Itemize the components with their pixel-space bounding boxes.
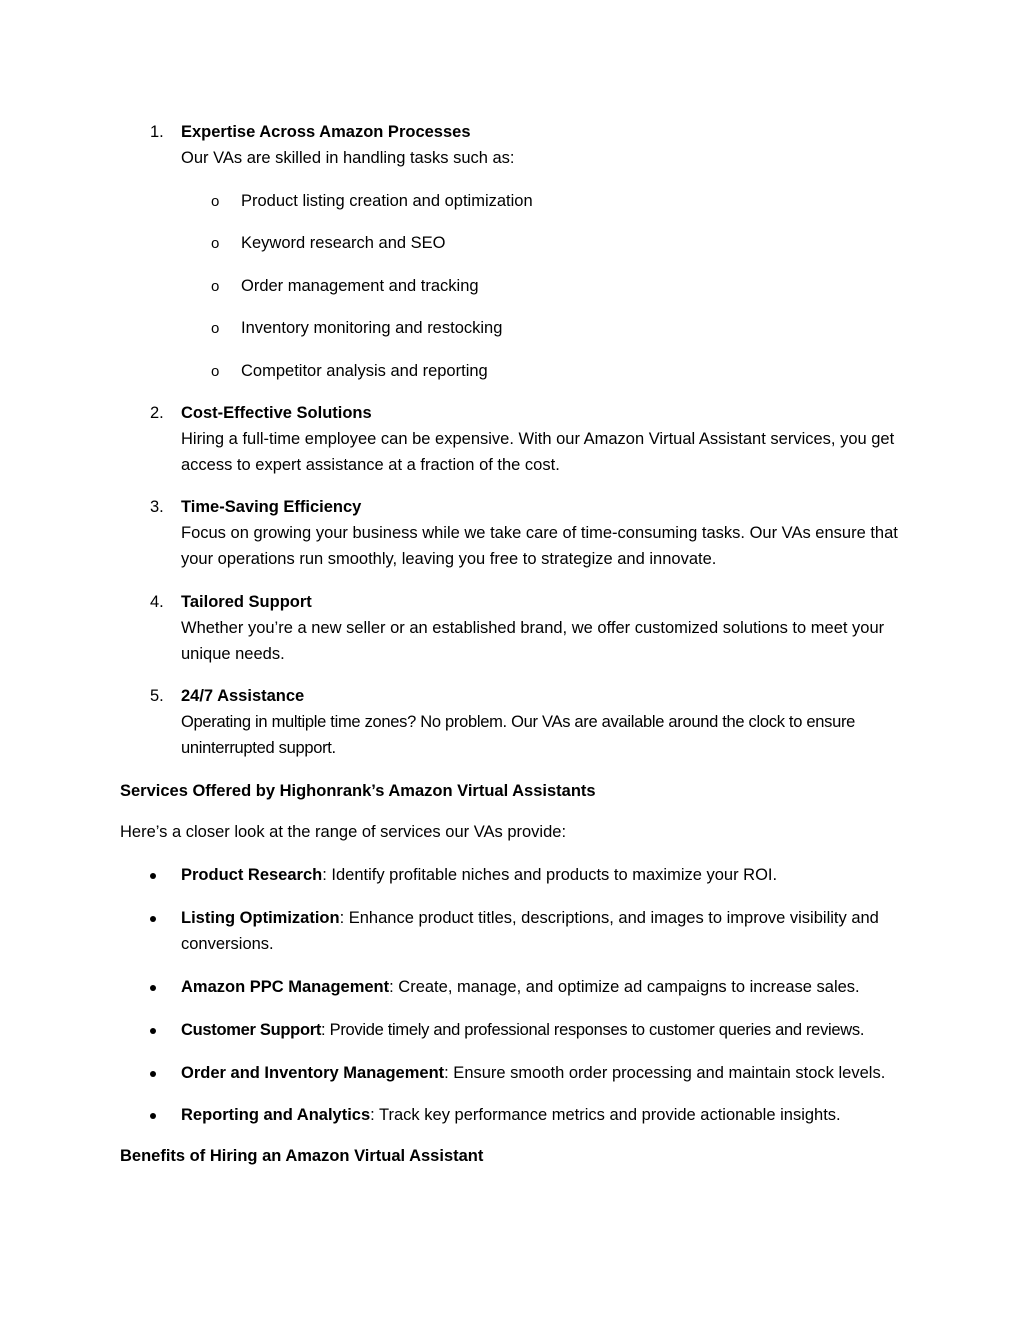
service-text: : Create, manage, and optimize ad campaigns to increase sales. <box>389 978 860 996</box>
item-number: 3. <box>150 498 164 516</box>
sub-item-text: Keyword research and SEO <box>241 234 446 252</box>
services-intro: Here’s a closer look at the range of services our VAs provide: <box>120 823 567 841</box>
sub-item-text: Product listing creation and optimization <box>241 192 533 210</box>
bullet-icon <box>150 1071 156 1077</box>
service-text: : Ensure smooth order processing and maintain stock levels. <box>444 1064 886 1082</box>
service-text: : Provide timely and professional responses to customer queries and reviews. <box>321 1021 865 1039</box>
item-number: 4. <box>150 593 164 611</box>
sub-list-item <box>0 188 1024 214</box>
circle-bullet-icon: o <box>211 320 220 337</box>
service-label: Listing Optimization <box>181 909 340 927</box>
service-label: Product Research <box>181 866 323 884</box>
service-text: : Track key performance metrics and provide actionable insights. <box>370 1106 841 1124</box>
service-label: Customer Support <box>181 1021 322 1039</box>
service-label: Amazon PPC Management <box>181 978 390 996</box>
item-text: Operating in multiple time zones? No problem. Our VAs are available around the clock to ensure uninterrupted support. <box>181 713 856 757</box>
service-text: : Enhance product titles, descriptions, and images to improve visibility and conversions. <box>181 909 879 953</box>
sub-item-text: Order management and tracking <box>241 277 479 295</box>
circle-bullet-icon: o <box>211 278 220 295</box>
sub-item-text: Inventory monitoring and restocking <box>241 319 503 337</box>
service-label: Reporting and Analytics <box>181 1106 371 1124</box>
circle-bullet-icon: o <box>211 235 220 252</box>
sub-list-item <box>0 315 1024 341</box>
item-text: Focus on growing your business while we take care of time-consuming tasks. Our VAs ensure that your operations run smoothly, leaving you free to strategize and innovate. <box>181 524 898 568</box>
bullet-icon <box>150 873 156 879</box>
sub-list-item <box>0 273 1024 299</box>
bullet-icon <box>150 1028 156 1034</box>
bullet-icon <box>150 985 156 991</box>
item-number: 1. <box>150 123 164 141</box>
item-title: Cost-Effective Solutions <box>181 404 372 422</box>
item-title: 24/7 Assistance <box>181 687 305 705</box>
sub-list-item <box>0 358 1024 384</box>
sub-list-item <box>0 230 1024 256</box>
item-text: Hiring a full-time employee can be expensive. With our Amazon Virtual Assistant services, you get access to expert assistance at a fraction of the cost. <box>181 430 895 474</box>
item-text: Whether you’re a new seller or an established brand, we offer customized solutions to meet your unique needs. <box>181 619 885 663</box>
item-text: Our VAs are skilled in handling tasks such as: <box>181 149 515 167</box>
services-heading: Services Offered by Highonrank’s Amazon Virtual Assistants <box>120 782 596 800</box>
circle-bullet-icon: o <box>211 193 220 210</box>
item-title: Tailored Support <box>181 593 312 611</box>
sub-item-text: Competitor analysis and reporting <box>241 362 488 380</box>
benefits-heading: Benefits of Hiring an Amazon Virtual Assistant <box>120 1147 484 1165</box>
service-label: Order and Inventory Management <box>181 1064 445 1082</box>
item-number: 2. <box>150 404 164 422</box>
circle-bullet-icon: o <box>211 363 220 380</box>
item-title: Time-Saving Efficiency <box>181 498 362 516</box>
service-text: : Identify profitable niches and products to maximize your ROI. <box>322 866 778 884</box>
item-title: Expertise Across Amazon Processes <box>181 123 471 141</box>
bullet-icon <box>150 1113 156 1119</box>
bullet-icon <box>150 916 156 922</box>
item-number: 5. <box>150 687 164 705</box>
